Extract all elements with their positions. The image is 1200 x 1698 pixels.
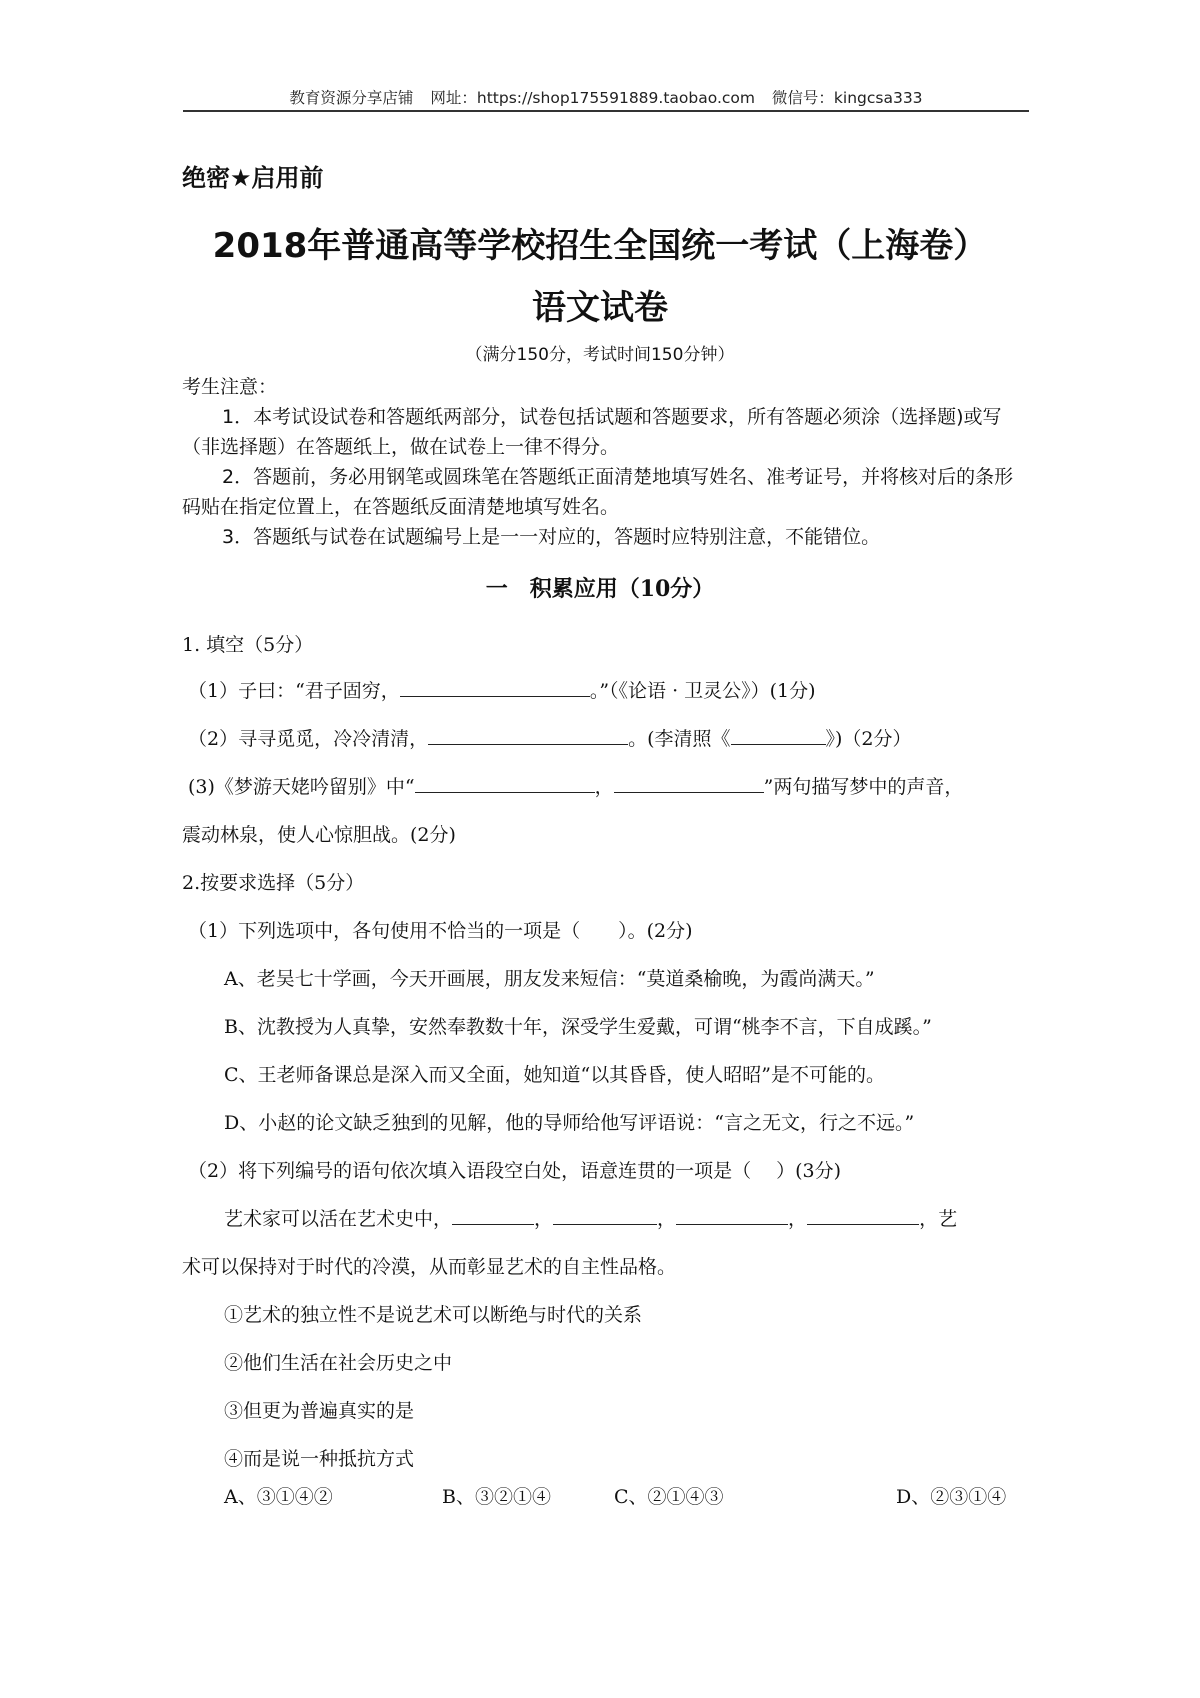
notice-item: 2．答题前，务必用钢笔或圆珠笔在答题纸正面清楚地填写姓名、准考证号，并将核对后的条形码贴在指定位置上，在答题纸反面清楚地填写姓名。 bbox=[182, 466, 1014, 518]
wechat-id: 微信号：kingcsa333 bbox=[771, 89, 923, 107]
sentence-4: ④而是说一种抵抗方式 bbox=[224, 1448, 415, 1470]
answer-blank[interactable] bbox=[400, 678, 590, 697]
q1-item2-suffix: 》)（2分） bbox=[825, 728, 912, 750]
page-header bbox=[183, 86, 1029, 108]
sentence-3: ③但更为普遍真实的是 bbox=[224, 1400, 415, 1422]
answer-blank[interactable] bbox=[452, 1206, 534, 1225]
passage-end: ，艺 bbox=[919, 1208, 958, 1230]
q1-heading: 1. 填空（5分） bbox=[182, 634, 314, 656]
q1-item3-mid: ， bbox=[594, 776, 614, 798]
notice-heading: 考生注意： bbox=[182, 376, 278, 398]
q1-item2-prefix: （2）寻寻觅觅，冷冷清清， bbox=[188, 728, 429, 750]
answer-blank[interactable] bbox=[415, 774, 595, 793]
choice-d[interactable]: D、②③①④ bbox=[896, 1486, 1007, 1508]
q2-sub2: （2）将下列编号的语句依次填入语段空白处，语意连贯的一项是（ ）(3分) bbox=[188, 1160, 842, 1182]
shop-url: 网址：https://shop175591889.taobao.com bbox=[430, 89, 755, 107]
q1-item1-suffix: 。”（《论语 · 卫灵公》）(1分) bbox=[589, 680, 816, 702]
q2-option-a: A、老吴七十学画，今天开画展，朋友发来短信：“莫道桑榆晚，为霞尚满天。” bbox=[224, 968, 875, 990]
score-info: （满分150分，考试时间150分钟） bbox=[465, 345, 735, 365]
q2-option-b: B、沈教授为人真挚，安然奉教数十年，深受学生爱戴，可谓“桃李不言，下自成蹊。” bbox=[224, 1016, 932, 1038]
notice-item: 1．本考试设试卷和答题纸两部分，试卷包括试题和答题要求，所有答题必须涂（选择题)或写（非选择题）在答题纸上，做在试卷上一律不得分。 bbox=[182, 406, 1002, 458]
passage-comma: ， bbox=[534, 1208, 554, 1230]
passage-comma: ， bbox=[657, 1208, 677, 1230]
q2-option-d: D、小赵的论文缺乏独到的见解，他的导师给他写评语说：“言之无文，行之不远。” bbox=[224, 1112, 915, 1134]
exam-title: 2018年普通高等学校招生全国统一考试（上海卷） bbox=[212, 226, 988, 266]
answer-blank[interactable] bbox=[614, 774, 764, 793]
q2-sub1: （1）下列选项中，各句使用不恰当的一项是（ ）。(2分) bbox=[188, 920, 693, 942]
choice-a[interactable]: A、③①④② bbox=[224, 1486, 333, 1508]
choice-c[interactable]: C、②①④③ bbox=[614, 1486, 724, 1508]
choice-b[interactable]: B、③②①④ bbox=[442, 1486, 551, 1508]
answer-blank[interactable] bbox=[428, 726, 628, 745]
q1-item3 bbox=[188, 772, 963, 799]
sentence-1: ①艺术的独立性不是说艺术可以断绝与时代的关系 bbox=[224, 1304, 643, 1326]
section-title: 一 积累应用（10分） bbox=[485, 576, 715, 602]
q1-item2-mid: 。(李清照《 bbox=[628, 728, 731, 750]
q1-item1-prefix: （1）子曰：“君子固穷， bbox=[188, 680, 400, 702]
shop-name: 教育资源分享店铺 bbox=[289, 89, 414, 107]
q1-item1 bbox=[188, 676, 816, 703]
q1-item3-prefix: (3)《梦游天姥吟留别》中“ bbox=[188, 776, 415, 798]
exam-subtitle: 语文试卷 bbox=[532, 288, 668, 328]
answer-blank[interactable] bbox=[731, 726, 826, 745]
answer-blank[interactable] bbox=[807, 1206, 919, 1225]
q2-passage-continued: 术可以保持对于时代的冷漠，从而彰显艺术的自主性品格。 bbox=[182, 1256, 677, 1278]
q2-option-c: C、王老师备课总是深入而又全面，她知道“以其昏昏，使人昭昭”是不可能的。 bbox=[224, 1064, 885, 1086]
sentence-2: ②他们生活在社会历史之中 bbox=[224, 1352, 453, 1374]
q1-item2 bbox=[188, 724, 912, 751]
passage-comma: ， bbox=[788, 1208, 808, 1230]
notice-block bbox=[182, 372, 1028, 552]
header-divider bbox=[183, 110, 1029, 112]
answer-blank[interactable] bbox=[553, 1206, 657, 1225]
notice-item: 3．答题纸与试卷在试题编号上是一一对应的，答题时应特别注意，不能错位。 bbox=[222, 526, 881, 548]
answer-blank[interactable] bbox=[676, 1206, 788, 1225]
q1-item3-continued: 震动林泉，使人心惊胆战。(2分) bbox=[182, 824, 456, 846]
q2-passage bbox=[224, 1204, 957, 1231]
passage-prefix: 艺术家可以活在艺术史中， bbox=[224, 1208, 453, 1230]
q1-item3-suffix: ”两句描写梦中的声音， bbox=[763, 776, 964, 798]
q2-heading: 2.按要求选择（5分） bbox=[182, 872, 365, 894]
secret-mark: 绝密★启用前 bbox=[182, 164, 324, 192]
